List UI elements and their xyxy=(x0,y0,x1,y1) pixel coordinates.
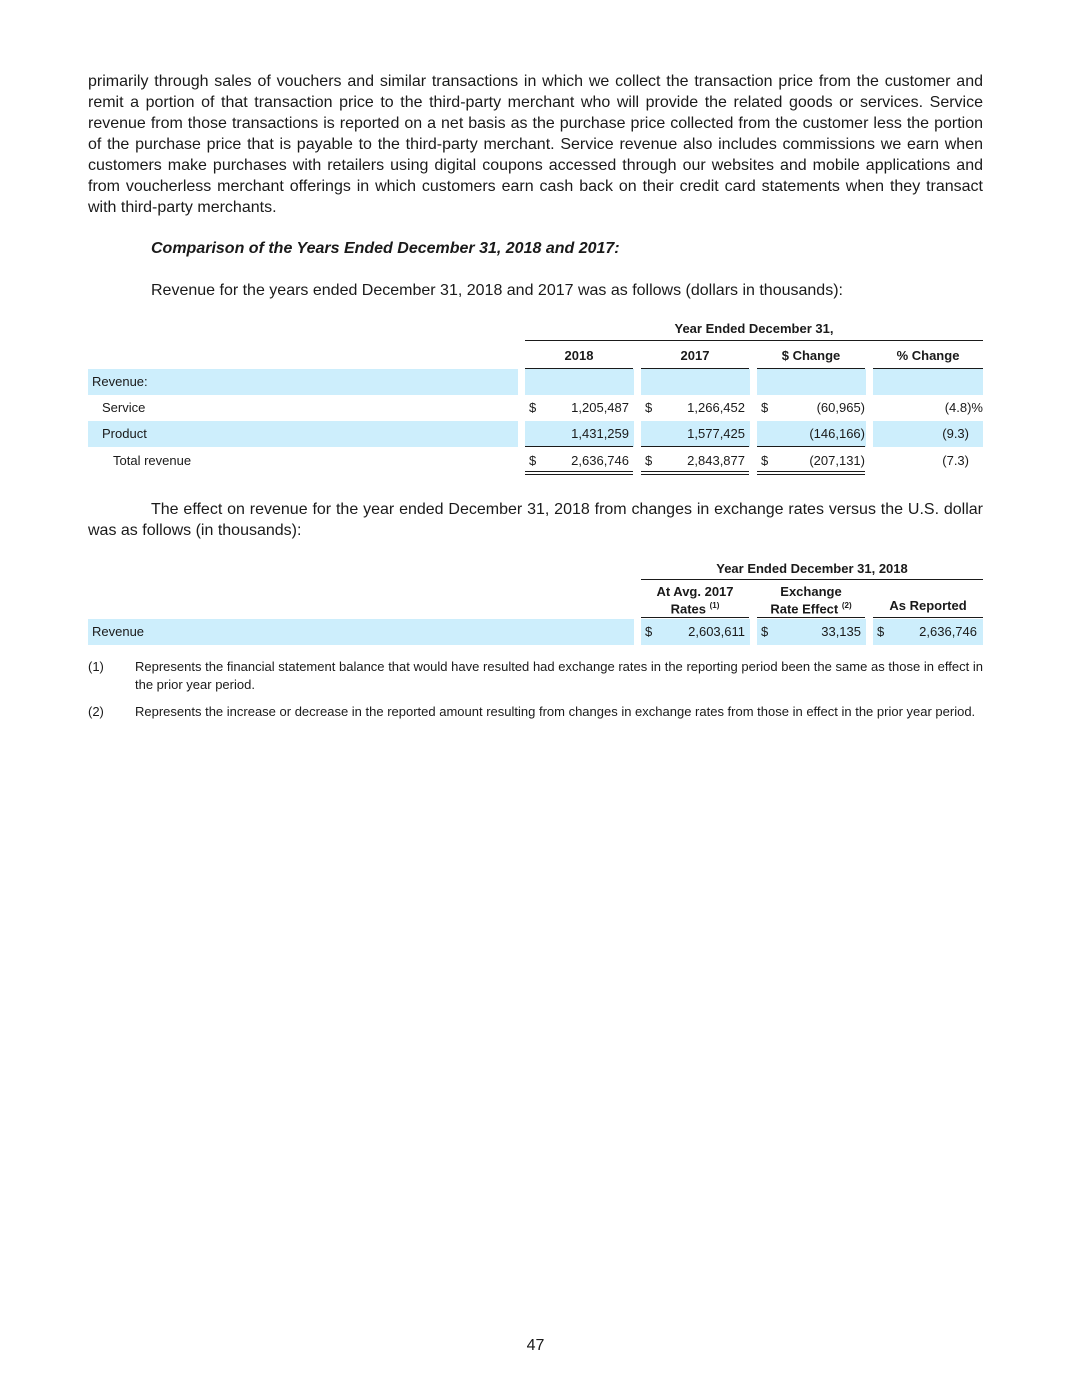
footnote-ref: (2) xyxy=(841,601,852,610)
subtotal-rule xyxy=(525,446,633,447)
currency-symbol: $ xyxy=(761,400,769,415)
value-2018: 2,636,746 xyxy=(571,453,629,468)
intro-revenue-table: Revenue for the years ended December 31, 2018 and 2017 was as follows (dollars in thousands): xyxy=(151,282,843,299)
row-label: Total revenue xyxy=(113,453,192,468)
column-rule xyxy=(757,617,865,618)
table-header-rule xyxy=(525,340,983,341)
value-exchange-effect: 33,135 xyxy=(821,624,861,639)
footnote-ref: (1) xyxy=(709,601,720,610)
subtotal-rule xyxy=(641,446,749,447)
column-rule xyxy=(641,617,749,618)
total-double-rule xyxy=(757,471,865,475)
footnote-text: Represents the increase or decrease in the reported amount resulting from changes in exchange rates from those in effect in the prior year period. xyxy=(135,704,976,719)
section-label: Revenue: xyxy=(92,374,148,389)
column-header-pct-change: % Change xyxy=(896,348,960,363)
currency-symbol: $ xyxy=(645,453,653,468)
value-2017: 2,843,877 xyxy=(687,453,745,468)
currency-symbol: $ xyxy=(877,624,885,639)
value-2017: 1,577,425 xyxy=(687,426,745,441)
table-header-rule xyxy=(641,579,983,580)
value-dollar-change: (60,965) xyxy=(816,400,865,415)
column-header-avg-rates: At Avg. 2017 Rates $^{(1)}$ xyxy=(656,584,734,617)
table-row xyxy=(88,421,983,447)
column-header-2017: 2017 xyxy=(680,348,710,363)
paragraph-revenue-description: primarily through sales of vouchers and similar transactions in which we collect the transaction price from the customer and remit a portion of that transaction price to the third-party merchant who will provide the related goods or services. Service revenue from those transactions is reported on a net basis as the purchase price collected from the customer less the portion of the purchase price that is payable to the third-party merchant. Service revenue also includes commissions we earn when customers make purchases with retailers using digital coupons accessed through our websites and mobile applications and from voucherless merchant offerings in which customers earn cash back on their credit card statements when they transact with third-party merchants. xyxy=(88,73,983,216)
currency-symbol: $ xyxy=(645,624,653,639)
table-span-header: Year Ended December 31, 2018 xyxy=(716,561,908,576)
column-header-as-reported: As Reported xyxy=(889,598,967,613)
section-heading: Comparison of the Years Ended December 31, 2018 and 2017: xyxy=(151,240,620,257)
paragraph-exchange-rate: The effect on revenue for the year ended December 31, 2018 from changes in exchange rates versus the U.S. dollar was as follows (in thousands): xyxy=(88,501,983,539)
table-span-header: Year Ended December 31, xyxy=(674,321,834,336)
value-avg-rates: 2,603,611 xyxy=(688,624,745,639)
currency-symbol: $ xyxy=(529,400,537,415)
value-dollar-change: (146,166) xyxy=(809,426,865,441)
currency-symbol: $ xyxy=(761,453,769,468)
value-2017: 1,266,452 xyxy=(687,400,745,415)
value-dollar-change: (207,131) xyxy=(809,453,865,468)
total-double-rule xyxy=(525,471,633,475)
subtotal-rule xyxy=(757,446,865,447)
currency-symbol: $ xyxy=(761,624,769,639)
page-number: 47 xyxy=(526,1337,545,1354)
value-2018: 1,431,259 xyxy=(571,426,629,441)
value-pct-change: (7.3) xyxy=(942,453,969,468)
footnote-number: (1) xyxy=(88,659,104,674)
footnote-number: (2) xyxy=(88,704,104,719)
row-label: Service xyxy=(102,400,146,415)
column-header-exchange-effect: Exchange Rate Effect $^{(2)}$ xyxy=(770,584,852,617)
value-pct-change: (9.3) xyxy=(942,426,969,441)
column-rule xyxy=(873,617,983,618)
value-2018: 1,205,487 xyxy=(571,400,629,415)
value-as-reported: 2,636,746 xyxy=(919,624,977,639)
value-pct-change: (4.8)% xyxy=(944,400,983,415)
column-header-2018: 2018 xyxy=(564,348,594,363)
total-double-rule xyxy=(641,471,749,475)
table-row-section xyxy=(88,369,983,395)
table-row xyxy=(88,619,983,645)
currency-symbol: $ xyxy=(645,400,653,415)
footnote-text: Represents the financial statement balance that would have resulted had exchange rates in the reporting period been the same as those in effect in the prior year period. xyxy=(135,659,983,692)
table-row xyxy=(88,395,983,421)
currency-symbol: $ xyxy=(529,453,537,468)
column-header-dollar-change: $ Change xyxy=(781,348,841,363)
row-label: Product xyxy=(102,426,147,441)
row-label: Revenue xyxy=(92,624,145,639)
